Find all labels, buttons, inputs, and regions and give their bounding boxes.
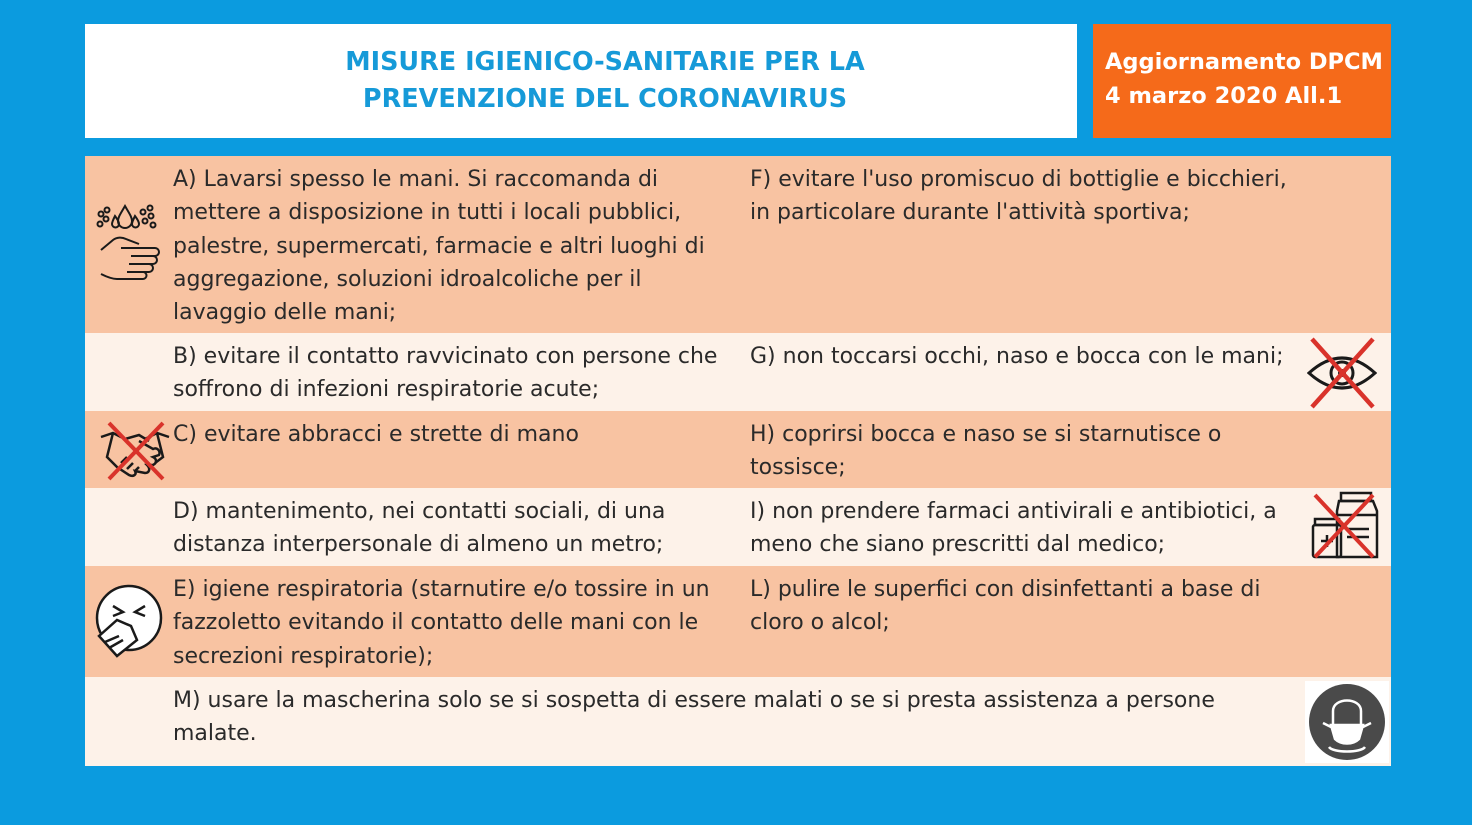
sneeze-icon xyxy=(95,582,163,658)
rule-a: A) Lavarsi spesso le mani. Si raccomanda di mettere a disposizione in tutti i locali pubblici, palestre, supermercati, farmacie e altri luoghi di aggregazione, soluzioni idroalcoliche per il lavaggio delle mani; xyxy=(173,167,705,326)
rule-row-e-l xyxy=(85,566,1391,677)
rule-i: I) non prendere farmaci antivirali e antibiotici, a meno che siano prescritti dal medico; xyxy=(750,499,1277,558)
rule-d: D) mantenimento, nei contatti sociali, di una distanza interpersonale di almeno un metro; xyxy=(173,499,666,558)
no-touch-eye-icon xyxy=(1307,337,1377,409)
page-title xyxy=(285,44,925,118)
rule-f: F) evitare l'uso promiscuo di bottiglie e bicchieri, in particolare durante l'attività sportiva; xyxy=(750,167,1287,226)
update-line-1: Aggiornamento DPCM xyxy=(1105,49,1383,75)
no-medicine-icon xyxy=(1311,491,1381,561)
rule-row-a-f xyxy=(85,156,1391,333)
title-line-1: MISURE IGIENICO-SANITARIE PER LA xyxy=(345,47,865,77)
rule-row-d-i xyxy=(85,488,1391,566)
rule-row-b-g xyxy=(85,333,1391,411)
header-box xyxy=(85,24,1077,138)
title-line-2: PREVENZIONE DEL CORONAVIRUS xyxy=(362,84,848,114)
mask-icon xyxy=(1305,681,1389,763)
no-handshake-icon xyxy=(99,417,171,483)
update-line-2: 4 marzo 2020 All.1 xyxy=(1105,83,1343,109)
rule-row-c-h xyxy=(85,411,1391,488)
handwash-icon xyxy=(95,204,163,282)
rules-table xyxy=(85,156,1391,766)
rule-h: H) coprirsi bocca e naso se si starnutisce o tossisce; xyxy=(750,422,1222,481)
rule-e: E) igiene respiratoria (starnutire e/o tossire in un fazzoletto evitando il contatto delle mani con le secrezioni respiratorie); xyxy=(173,577,710,669)
rule-row-m xyxy=(85,677,1391,766)
rule-c: C) evitare abbracci e strette di mano xyxy=(173,422,579,447)
rule-b: B) evitare il contatto ravvicinato con persone che soffrono di infezioni respiratorie acute; xyxy=(173,344,718,403)
rule-m: M) usare la mascherina solo se si sospetta di essere malati o se si presta assistenza a persone malate. xyxy=(173,688,1215,747)
update-badge xyxy=(1093,24,1391,138)
rule-g: G) non toccarsi occhi, naso e bocca con le mani; xyxy=(750,344,1284,369)
rule-l: L) pulire le superfici con disinfettanti a base di cloro o alcol; xyxy=(750,577,1261,636)
